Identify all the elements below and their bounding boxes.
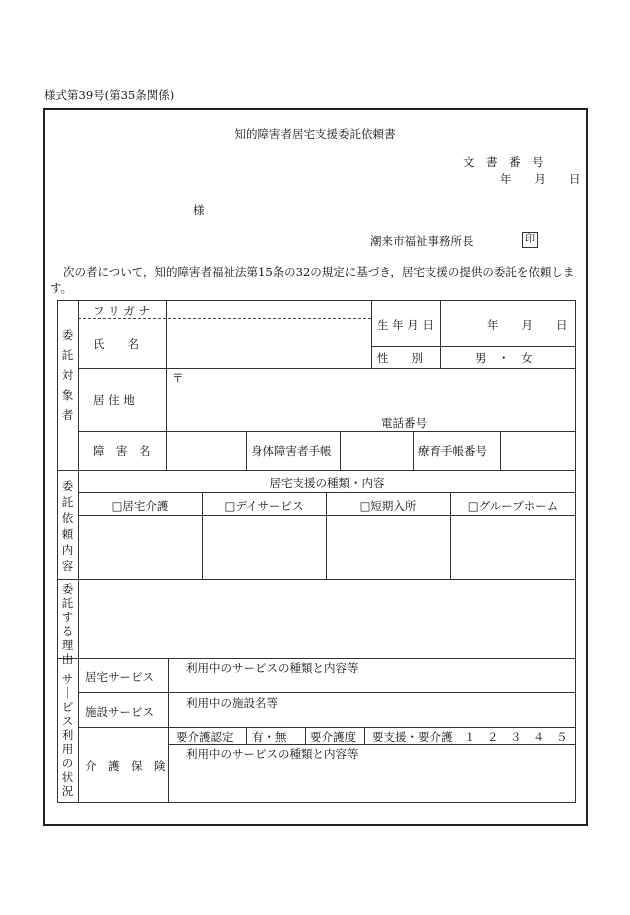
facility-service-label: 施設サービス [85,705,154,719]
option-day-service: □デイサービス [224,499,304,513]
service-section-label: サ ｜ ビ ス 利 用 の 状 況 [61,672,74,798]
reason-section-label: 委 託 す る 理 由 [61,582,74,666]
doc-date-label: 年 月 日 [500,172,581,186]
home-service-note: 利用中のサービスの種類と内容等 [186,661,359,675]
disability-name-label: 障 害 名 [93,444,151,458]
request-header: 居宅支援の種類・内容 [269,476,385,490]
ryoiku-card-label: 療育手帳番号 [418,444,487,458]
furigana-label: フ リ ガ ナ [93,304,150,318]
sex-label: 性 別 [377,351,423,365]
intro-line-2: す。 [50,281,73,295]
request-section-label: 委 託 依 頼 内 容 [61,479,74,573]
facility-service-note: 利用中の施設名等 [186,696,278,710]
phone-label: 電話番号 [381,416,427,430]
name-label: 氏 名 [93,337,139,351]
physical-card-label: 身体障害者手帳 [251,444,332,458]
sex-value: 男 ・ 女 [475,351,533,365]
intro-line-1: 次の者について，知的障害者福祉法第15条の32の規定に基づき，居宅支援の提供の委託を依頼しま [63,265,575,279]
care-level-value: 要支援・要介護 １ ２ ３ ４ ５ [372,730,568,744]
subject-section-label: 委 託 対 象 者 [61,328,74,422]
issuer-name: 潮来市福祉事務所長 [370,234,474,248]
recipient-suffix: 様 [193,203,205,217]
care-note: 利用中のサービスの種類と内容等 [186,747,359,761]
home-service-label: 居宅サービス [85,670,154,684]
care-cert-label: 要介護認定 [176,730,234,744]
option-group-home: □グループホーム [467,499,559,513]
postal-mark: 〒 [172,371,184,385]
option-short-stay: □短期入所 [359,499,417,513]
birthdate-value: 年 月 日 [487,318,568,332]
seal-mark: 印 [522,232,538,248]
option-home-care: □居宅介護 [111,499,169,513]
birthdate-label: 生 年 月 日 [377,318,434,332]
doc-number-label: 文 書 番 号 [463,155,544,169]
form-id: 様式第39号(第35条関係) [44,88,175,102]
address-label: 居 住 地 [93,393,135,407]
care-level-label: 要介護度 [310,730,356,744]
care-insurance-label: 介 護 保 険 [85,759,166,773]
document-title: 知的障害者居宅支援委託依頼書 [234,127,396,141]
care-cert-value: 有・無 [252,730,287,744]
